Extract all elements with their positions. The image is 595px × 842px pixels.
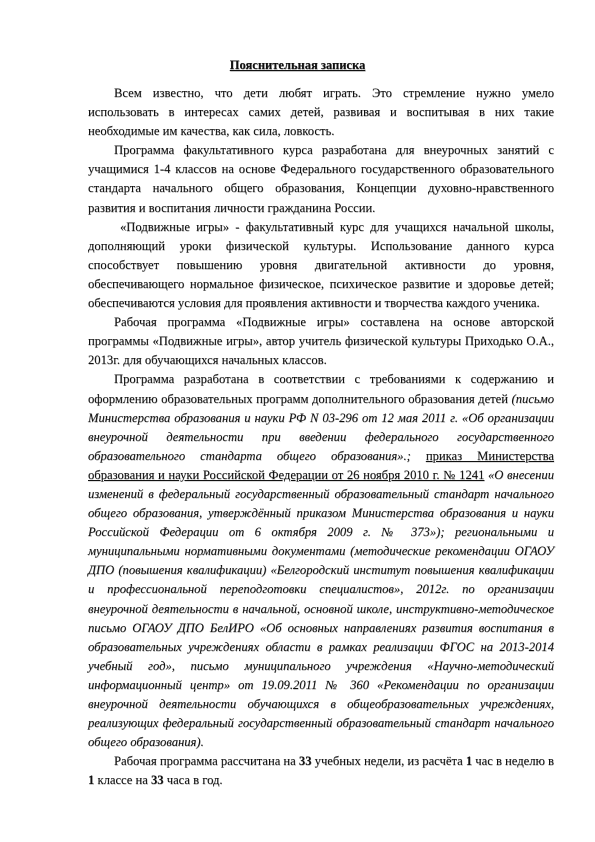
hours-text-e: часа в год. bbox=[163, 773, 223, 788]
regulations-lead: Программа разработана в соответствии с требованиями к содержанию и оформлению образовательных программ дополнительного образования детей bbox=[88, 372, 554, 406]
hours-weeks-count: 33 bbox=[298, 754, 312, 769]
hours-text-d: классе на bbox=[94, 773, 151, 788]
hours-grade: 1 bbox=[88, 773, 95, 788]
page-title: Пояснительная записка bbox=[229, 58, 366, 72]
hours-text-a: Рабочая программа рассчитана на bbox=[114, 754, 299, 769]
hours-text-b: учебных недели, из расчёта bbox=[311, 754, 466, 769]
paragraph-author-program: Рабочая программа «Подвижные игры» составлена на основе авторской программы «Подвижные игры», автор учитель физической культуры Приходько О.А., 2013г. для обучающихся начальных классов. bbox=[88, 315, 554, 368]
document-body bbox=[88, 84, 554, 790]
paragraph-hours bbox=[88, 752, 554, 790]
regulations-documents: «О внесении изменений в федеральный государственный образовательный стандарт начального общего образования, утверждённый приказом Министерства образования и науки Российской Федерации от 6 октября 2009 г. № 373»); региональными и муниципальными нормативными документами (методические рекомендации ОГАОУ ДПО (повышения квалификации) «Белгородский институт повышения квалификации и профессиональной переподготовки специалистов», 2012г. по организации внеурочной деятельности в начальной, основной школе, инструктивно-методическое письмо ОГАОУ ДПО БелИРО «Об основных направлениях развития воспитания в образовательных учреждениях области в рамках реализации ФГОС на 2013-2014 учебный год», письмо муниципального учреждения «Научно-методический информационный центр» от 19.09.2011 № 360 «Рекомендации по организации внеурочной деятельности обучающихся в общеобразовательных учреждениях, реализующих федеральный государственный образовательный стандарт начального общего образования). bbox=[88, 467, 554, 750]
paragraph-regulations bbox=[88, 370, 554, 752]
paragraph-program-basis: Программа факультативного курса разработана для внеурочных занятий с учащимися 1-4 классов на основе Федерального государственного образовательного стандарта начального общего образования, Концепции духовно-нравственного развития и воспитания личности гражданина России. bbox=[88, 143, 554, 215]
hours-per-week: 1 bbox=[465, 754, 473, 769]
hours-text-c: час в неделю в bbox=[472, 754, 555, 769]
hours-total: 33 bbox=[151, 773, 164, 788]
paragraph-course-description: «Подвижные игры» - факультативный курс для учащихся начальной школы, дополняющий уроки физической культуры. Использование данного курса способствует повышению уровня двигательной активности до уровня, обеспечивающего нормальное физическое, психическое развитие и здоровье детей; обеспечиваются условия для проявления активности и творчества каждого ученика. bbox=[88, 219, 554, 311]
regulations-letter: (письмо Министерства образования и науки РФ N 03-296 от 12 мая 2011 г. «Об организации внеурочной деятельности при введении федерального государственного образовательного стандарта общего образования».; bbox=[88, 391, 554, 463]
paragraph-intro: Всем известно, что дети любят играть. Это стремление нужно умело использовать в интересах самих детей, развивая и воспитывая в них такие необходимые им качества, как сила, ловкость. bbox=[88, 86, 554, 139]
regulations-order: приказ Министерства образования и науки Российской Федерации от 26 ноября 2010 г. № 1241 bbox=[88, 448, 554, 482]
